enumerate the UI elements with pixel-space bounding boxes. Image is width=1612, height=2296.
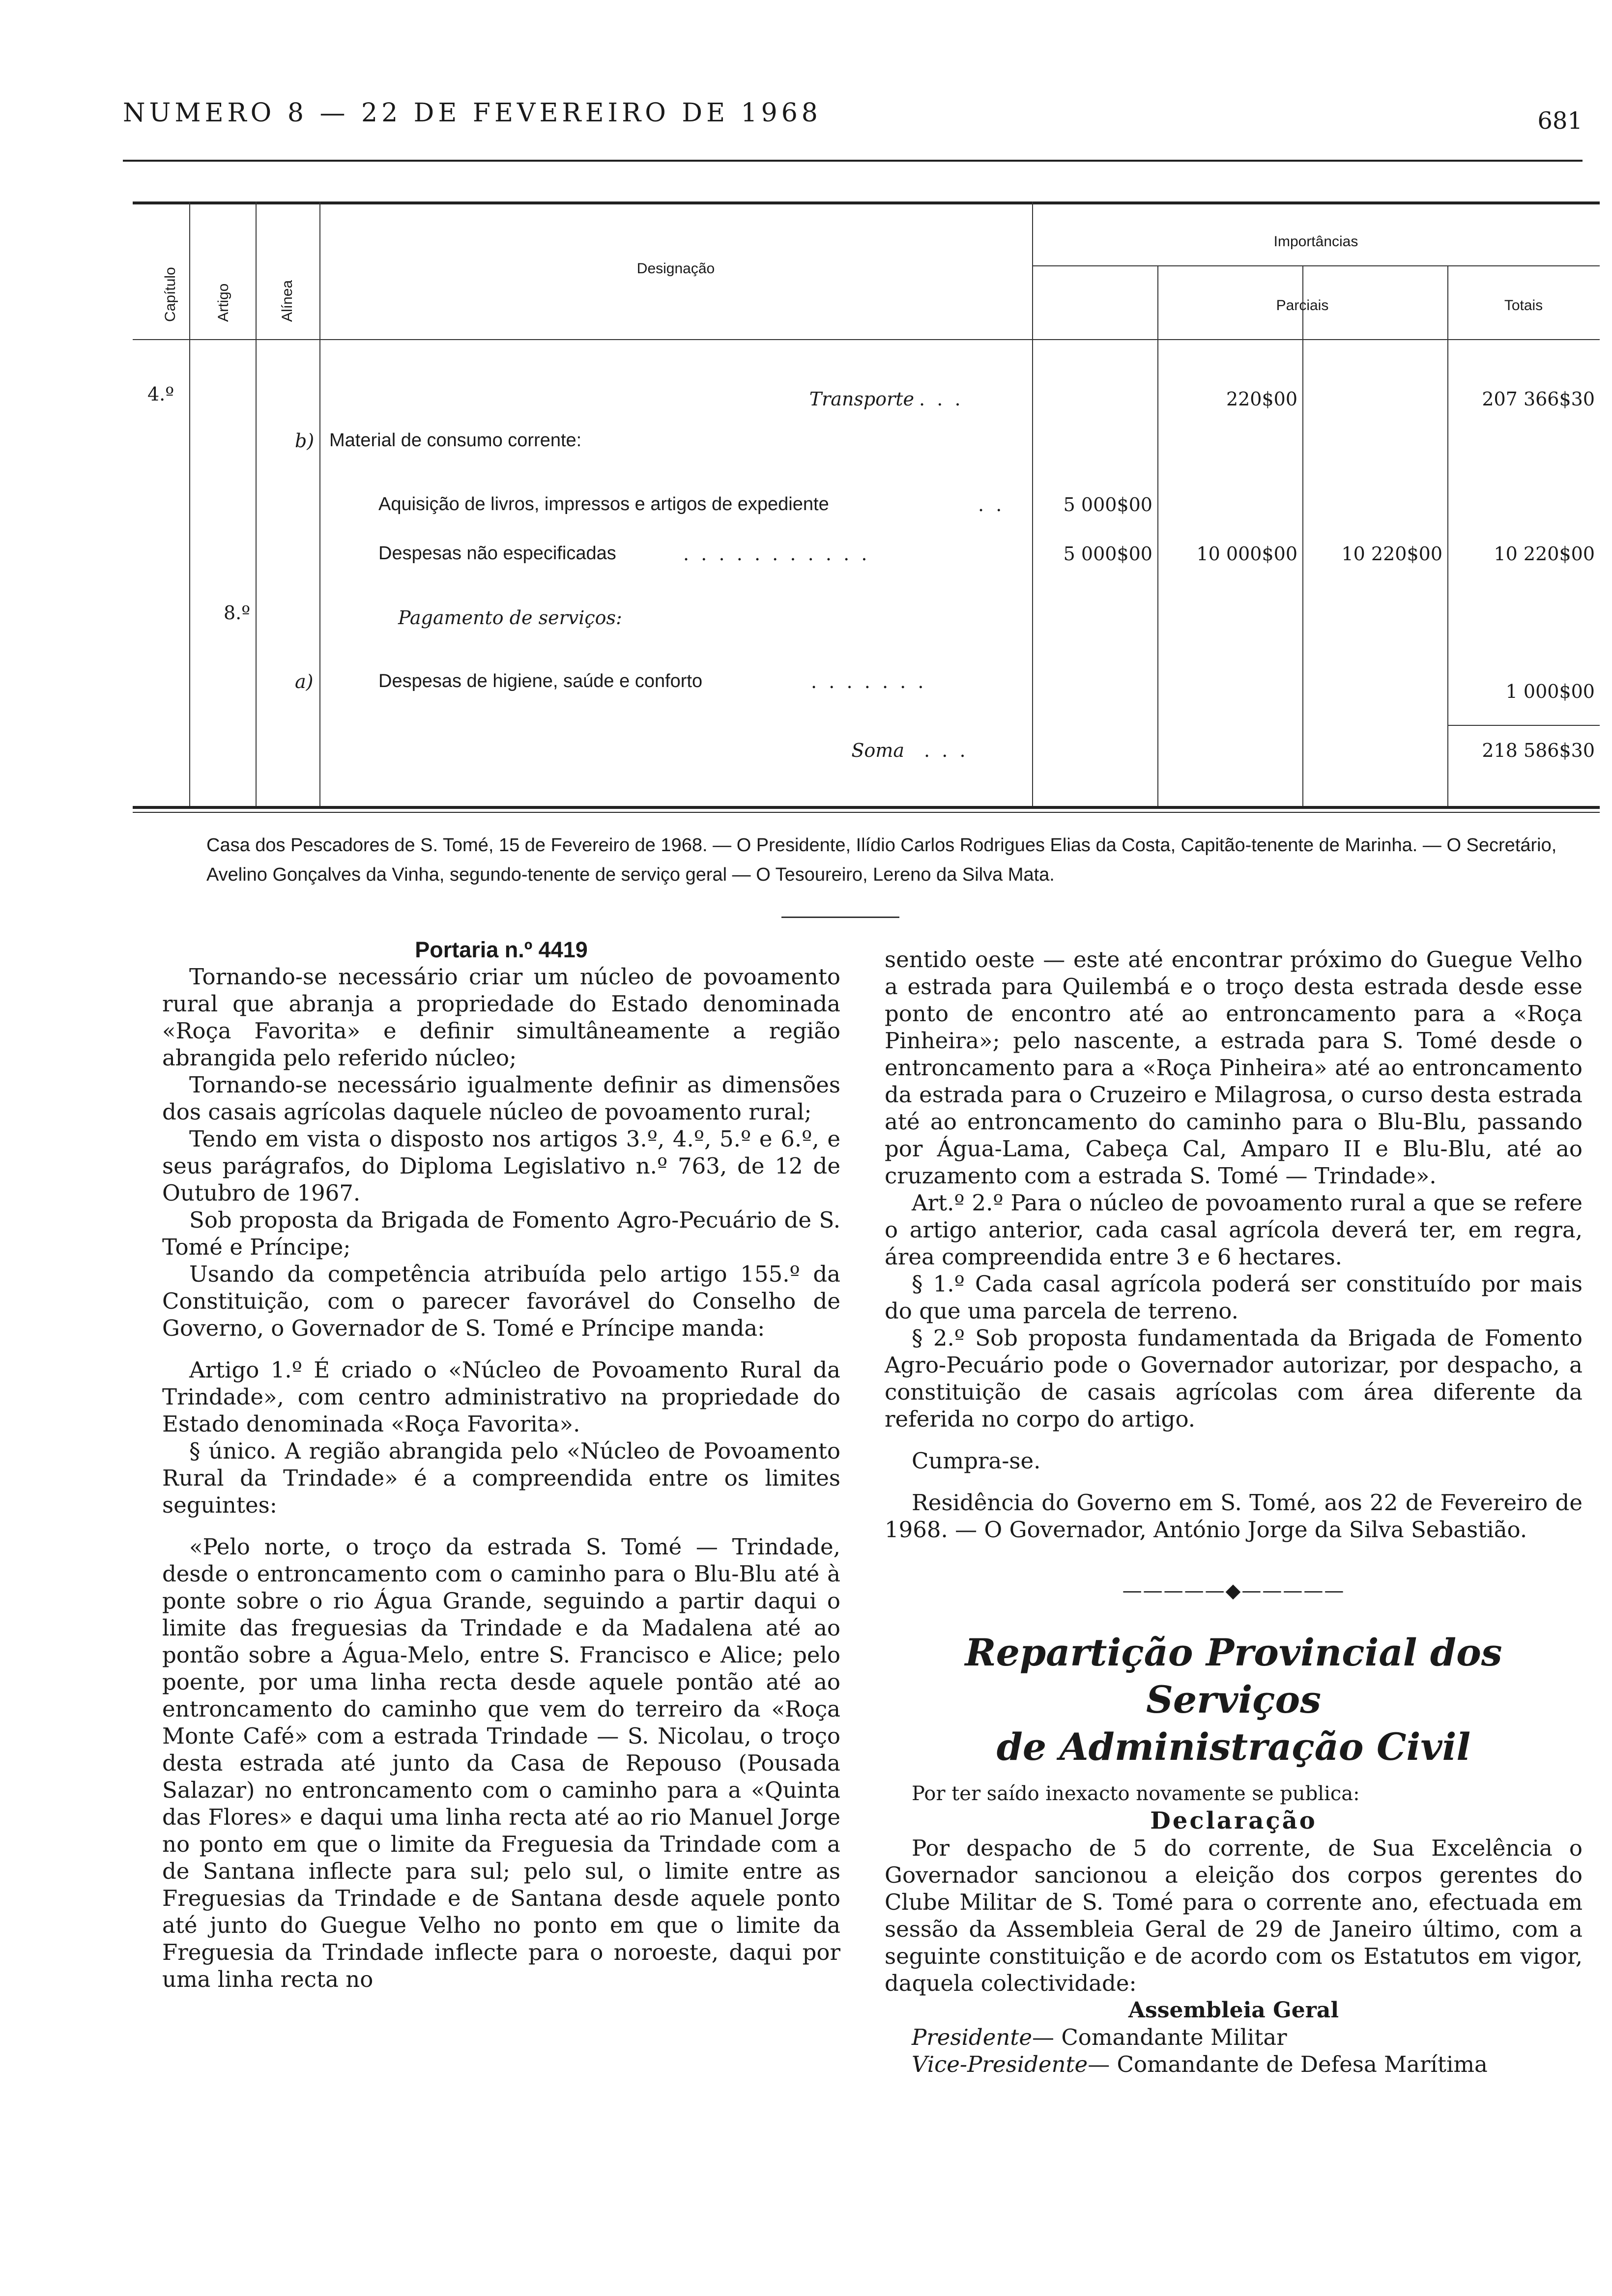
header-rule bbox=[123, 160, 1583, 162]
row-capitulo: 4.º bbox=[147, 383, 174, 405]
header-alinea: Alínea bbox=[279, 280, 295, 322]
table-vline bbox=[189, 201, 190, 806]
header-artigo: Artigo bbox=[215, 283, 231, 322]
row-designacao-soma: Soma bbox=[851, 740, 904, 761]
row-designacao: Aquisição de livros, impressos e artigos de expediente bbox=[378, 494, 829, 515]
table-vline bbox=[256, 201, 257, 806]
role-line bbox=[885, 2024, 1583, 2051]
reparticao-title: Repartição Provincial dos Serviços bbox=[965, 1631, 1502, 1722]
importancias-rule bbox=[1032, 265, 1600, 266]
header-parciais: Parciais bbox=[1276, 297, 1329, 314]
declaracao-text: Por despacho de 5 do corrente, de Sua Excelência o Governador sancionou a eleição dos corpos gerentes do Clube Militar de S. Tomé para o corrente ano, efectuada em sessão da Assembleia Geral de 29 de Janeiro último, com a seguinte constituição e de acordo com os Estatutos em vigor, daquela colectividade: bbox=[885, 1835, 1583, 1996]
limits-text: «Pelo norte, o troço da estrada S. Tomé — Trindade, desde o entroncamento com o caminho para o Blu-Blu até à ponte sobre o rio Água Grande, seguindo a partir daqui o limite das freguesias da Trindade e da Madalena até ao pontão sobre a Água-Melo, entre S. Francisco e Alice; pelo poente, por uma linha recta desde aquele pontão até ao entroncamento do caminho que vem do terreiro da «Roça Monte Café» com a estrada Trindade — S. Nicolau, o troço desta estrada até junto da Casa de Repouso (Pousada Salazar) no entroncamento com o caminho para a «Quinta das Flores» e daqui uma linha recta até ao rio Manuel Jorge no ponto em que o limite da Freguesia da Trindade com a de Santana inflecte para sul; pelo sul, o limite entre as Freguesias da Trindade e de Santana desde aquele ponto até junto do Guegue Velho no ponto em que o limite da Freguesia da Trindade inflecte para o noroeste, daqui por uma linha recta no bbox=[162, 1534, 840, 1992]
row-parcial-3: 10 220$00 bbox=[1341, 543, 1442, 565]
role-line bbox=[885, 2051, 1583, 2078]
header-capitulo: Capítulo bbox=[162, 267, 178, 322]
row-designacao: Material de consumo corrente: bbox=[329, 430, 582, 451]
row-parcial-1: 5 000$00 bbox=[1063, 494, 1152, 516]
paragraph-unico: § único. A região abrangida pelo «Núcleo de Povoamento Rural da Trindade» é a compreendida entre os limites seguintes: bbox=[162, 1438, 840, 1518]
row-designacao: Transporte bbox=[809, 388, 914, 410]
table-top-rule bbox=[133, 201, 1600, 204]
row-designacao: Despesas não especificadas bbox=[378, 543, 616, 564]
portaria-paragraph: Sob proposta da Brigada de Fomento Agro-Pecuário de S. Tomé e Príncipe; bbox=[162, 1207, 840, 1260]
row-dots: . . . bbox=[919, 388, 961, 410]
paragraph-1: § 1.º Cada casal agrícola poderá ser constituído por mais do que uma parcela de terreno. bbox=[885, 1271, 1583, 1324]
row-designacao: Despesas de higiene, saúde e conforto bbox=[378, 671, 703, 691]
row-dots: . . bbox=[978, 494, 1002, 516]
table-bottom-rule-thin bbox=[133, 812, 1600, 813]
row-alinea: b) bbox=[295, 430, 315, 452]
portaria-paragraph: Tendo em vista o disposto nos artigos 3.º, 4.º, 5.º e 6.º, e seus parágrafos, do Diploma Legislativo n.º 763, de 12 de Outubro de 1967. bbox=[162, 1126, 840, 1206]
section-rule bbox=[781, 917, 899, 918]
row-parcial-1: 5 000$00 bbox=[1063, 543, 1152, 565]
portaria-paragraph: Usando da competência atribuída pelo artigo 155.º da Constituição, com o parecer favorável do Conselho de Governo, o Governador de S. Tomé e Príncipe manda: bbox=[162, 1261, 840, 1341]
table-vline bbox=[319, 201, 320, 806]
row-dots: . . . . . . . . . . . bbox=[683, 543, 867, 565]
assembleia-title: Assembleia Geral bbox=[1128, 1998, 1339, 2023]
article-1: Artigo 1.º É criado o «Núcleo de Povoamento Rural da Trindade», com centro administrativo na propriedade do Estado denominada «Roça Favorita». bbox=[162, 1357, 840, 1437]
row-artigo: 8.º bbox=[224, 602, 251, 624]
row-parcial-2: 220$00 bbox=[1226, 388, 1297, 410]
table-header-rule bbox=[133, 339, 1600, 340]
role-holder: — Comandante Militar bbox=[1032, 2024, 1287, 2050]
role-holder: — Comandante de Defesa Marítima bbox=[1088, 2051, 1488, 2077]
right-column bbox=[885, 946, 1583, 2078]
reparticao-title: de Administração Civil bbox=[996, 1725, 1471, 1769]
left-column bbox=[162, 936, 840, 1993]
notice-text: Por ter saído inexacto novamente se publica: bbox=[912, 1782, 1360, 1805]
paragraph-2: § 2.º Sob proposta fundamentada da Brigada de Fomento Agro-Pecuário pode o Governador autorizar, por despacho, a constituição de casais agrícolas com área diferente da referida no corpo do artigo. bbox=[885, 1325, 1583, 1432]
row-dots: . . . . . . . bbox=[811, 671, 924, 692]
limits-text-continued: sentido oeste — este até encontrar próximo do Guegue Velho a estrada para Quilembá e o troço desta estrada desde esse ponto de encontro até ao entroncamento para a «Roça Pinheira»; pelo nascente, a estrada para S. Tomé desde o entroncamento para a «Roça Pinheira» até ao entroncamento da estrada para o Cruzeiro e Milagrosa, o curso desta estrada até ao entroncamento do caminho para o Blu-Blu, passando por Água-Lama, Cabeça Cal, Amparo II e Blu-Blu, até ao cruzamento com a estrada S. Tomé — Trindade». bbox=[885, 947, 1583, 1189]
role-title: Presidente bbox=[912, 2024, 1033, 2050]
row-total: 207 366$30 bbox=[1482, 388, 1595, 410]
table-vline bbox=[1157, 265, 1158, 806]
header-importancias: Importâncias bbox=[1273, 233, 1358, 250]
row-parcial-2: 10 000$00 bbox=[1196, 543, 1297, 565]
ornament-divider: —————◆————— bbox=[1122, 1579, 1345, 1602]
row-total-soma: 218 586$30 bbox=[1482, 740, 1595, 761]
page-number: 681 bbox=[1537, 107, 1583, 135]
subtotal-rule bbox=[1447, 725, 1600, 726]
row-alinea: a) bbox=[295, 671, 314, 692]
header-totais: Totais bbox=[1504, 297, 1543, 314]
declaracao-title: Declaração bbox=[1150, 1807, 1317, 1835]
row-total: 1 000$00 bbox=[1505, 681, 1595, 702]
row-total: 10 220$00 bbox=[1494, 543, 1595, 565]
cumpra-se: Cumpra-se. bbox=[912, 1448, 1041, 1474]
table-bottom-rule bbox=[133, 806, 1600, 809]
portaria-paragraph: Tornando-se necessário criar um núcleo de povoamento rural que abranja a propriedade do Estado denominada «Roça Favorita» e definir simultâneamente a região abrangida pelo referido núcleo; bbox=[162, 964, 840, 1071]
role-title: Vice-Presidente bbox=[912, 2051, 1088, 2077]
portaria-title: Portaria n.º 4419 bbox=[415, 937, 588, 962]
article-2: Art.º 2.º Para o núcleo de povoamento rural a que se refere o artigo anterior, cada casal agrícola deverá ter, em regra, área compreendida entre 3 e 6 hectares. bbox=[885, 1190, 1583, 1270]
signature-paragraph: Casa dos Pescadores de S. Tomé, 15 de Fevereiro de 1968. — O Presidente, Ilídio Carlos Rodrigues Elias da Costa, Capitão-tenente de Marinha. — O Secretário, Avelino Gonçalves da Vinha, segundo-tenente de serviço geral — O Tesoureiro, Lereno da Silva Mata. bbox=[206, 835, 1557, 885]
row-designacao: Pagamento de serviços: bbox=[398, 607, 622, 629]
residencia-signature: Residência do Governo em S. Tomé, aos 22 de Fevereiro de 1968. — O Governador, António Jorge da Silva Sebastião. bbox=[885, 1490, 1583, 1543]
page-header-title: NUMERO 8 — 22 DE FEVEREIRO DE 1968 bbox=[123, 98, 822, 128]
table-vline bbox=[1302, 265, 1303, 806]
header-designacao: Designação bbox=[636, 260, 715, 277]
row-dots: . . . bbox=[924, 740, 966, 761]
portaria-paragraph: Tornando-se necessário igualmente definir as dimensões dos casais agrícolas daquele núcleo de povoamento rural; bbox=[162, 1072, 840, 1125]
